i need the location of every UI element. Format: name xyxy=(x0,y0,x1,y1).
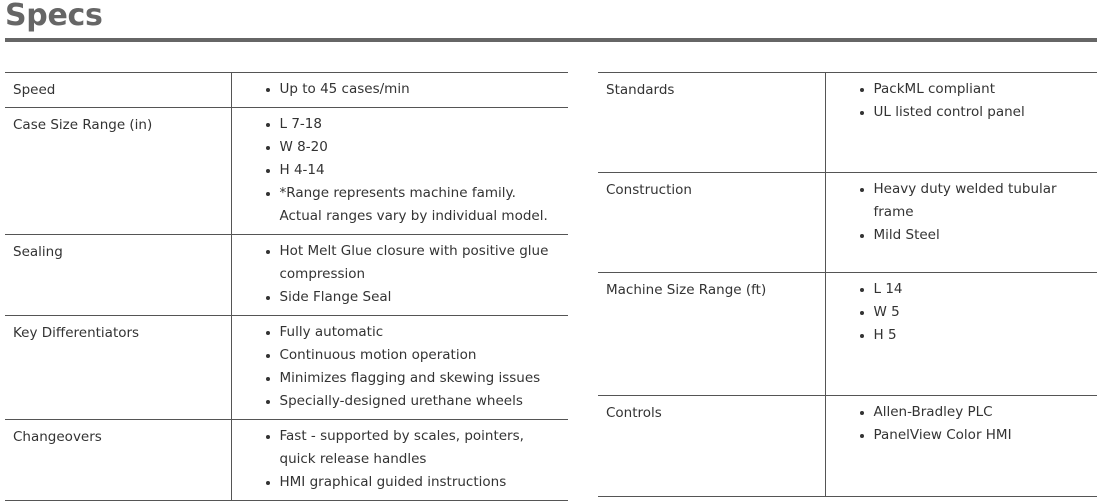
spec-row-case-size-range xyxy=(5,108,568,235)
spec-value: W 5 xyxy=(874,301,1090,324)
spec-label: Key Differentiators xyxy=(5,316,231,420)
page-title: Specs xyxy=(5,0,103,33)
spec-row-machine-size-range xyxy=(598,273,1097,396)
spec-value: Hot Melt Glue closure with positive glue compression xyxy=(280,240,561,286)
spec-label: Controls xyxy=(598,396,825,497)
spec-values xyxy=(834,178,1090,247)
specs-table-right xyxy=(598,72,1097,497)
spec-value: Up to 45 cases/min xyxy=(280,78,561,101)
spec-value: H 5 xyxy=(874,324,1090,347)
spec-value: *Range represents machine family. Actual ranges vary by individual model. xyxy=(280,182,561,228)
spec-values xyxy=(240,321,561,413)
spec-label: Standards xyxy=(598,73,825,173)
spec-row-key-differentiators xyxy=(5,316,568,420)
spec-value: Allen-Bradley PLC xyxy=(874,401,1090,424)
spec-value: HMI graphical guided instructions xyxy=(280,471,561,494)
spec-value: Continuous motion operation xyxy=(280,344,561,367)
spec-value: Side Flange Seal xyxy=(280,286,561,309)
specs-table-left xyxy=(5,72,568,501)
spec-value: Specially-designed urethane wheels xyxy=(280,390,561,413)
spec-value: W 8-20 xyxy=(280,136,561,159)
spec-value: PackML compliant xyxy=(874,78,1090,101)
spec-value: Heavy duty welded tubular frame xyxy=(874,178,1090,224)
spec-row-construction xyxy=(598,173,1097,273)
spec-values xyxy=(240,425,561,494)
spec-value: Fast - supported by scales, pointers, quick release handles xyxy=(280,425,561,471)
spec-values xyxy=(834,78,1090,124)
spec-row-standards xyxy=(598,73,1097,173)
spec-value: L 7-18 xyxy=(280,113,561,136)
spec-label: Case Size Range (in) xyxy=(5,108,231,235)
spec-row-sealing xyxy=(5,235,568,316)
spec-label: Sealing xyxy=(5,235,231,316)
spec-values xyxy=(240,240,561,309)
spec-values xyxy=(834,401,1090,447)
spec-row-changeovers xyxy=(5,420,568,501)
spec-values xyxy=(240,78,561,101)
spec-label: Machine Size Range (ft) xyxy=(598,273,825,396)
title-divider xyxy=(5,38,1097,42)
spec-row-speed xyxy=(5,73,568,108)
spec-label: Speed xyxy=(5,73,231,108)
spec-label: Construction xyxy=(598,173,825,273)
spec-value: Minimizes flagging and skewing issues xyxy=(280,367,561,390)
spec-values xyxy=(240,113,561,228)
spec-label: Changeovers xyxy=(5,420,231,501)
spec-value: Mild Steel xyxy=(874,224,1090,247)
spec-values xyxy=(834,278,1090,347)
spec-value: PanelView Color HMI xyxy=(874,424,1090,447)
spec-value: L 14 xyxy=(874,278,1090,301)
spec-value: Fully automatic xyxy=(280,321,561,344)
spec-row-controls xyxy=(598,396,1097,497)
spec-value: UL listed control panel xyxy=(874,101,1090,124)
spec-value: H 4-14 xyxy=(280,159,561,182)
